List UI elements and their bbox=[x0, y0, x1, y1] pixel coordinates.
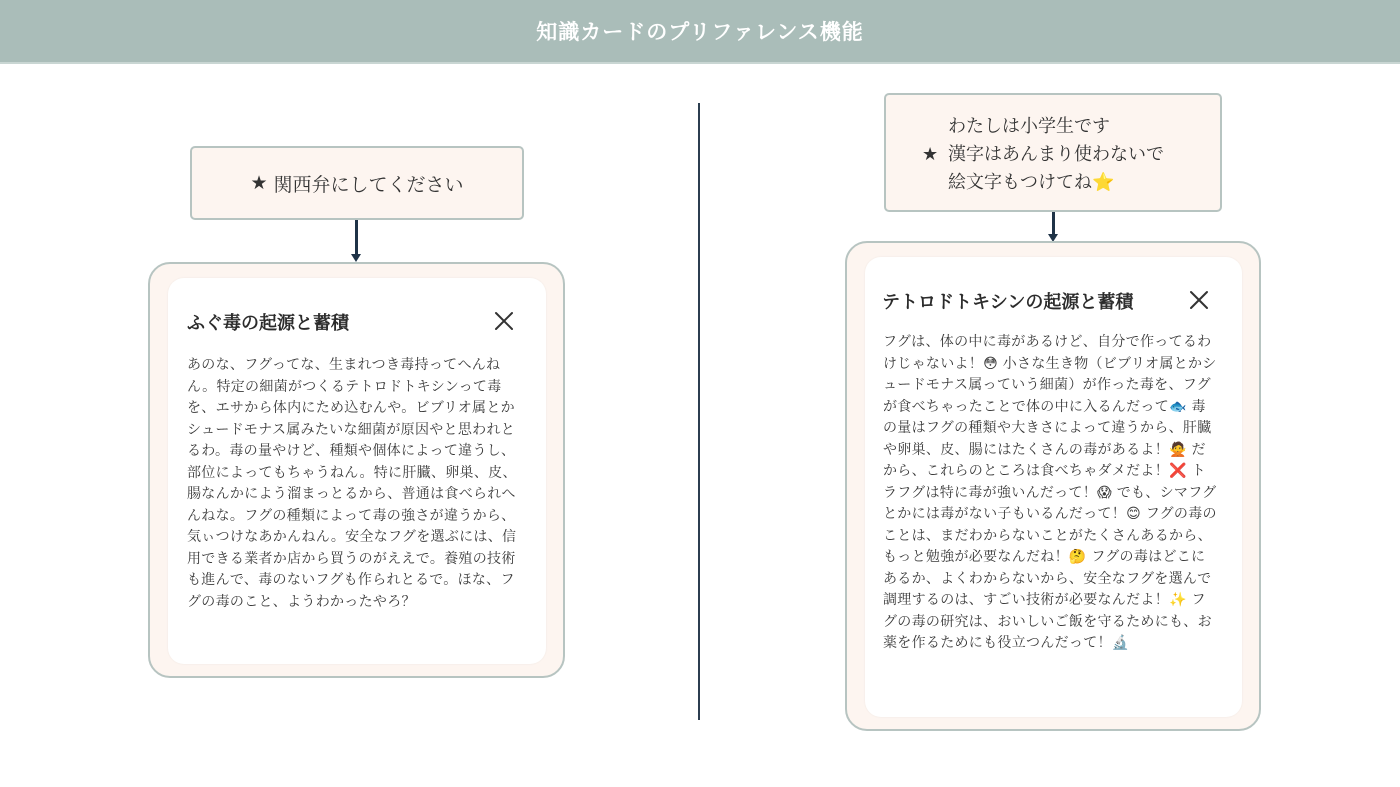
card-panel bbox=[168, 278, 546, 664]
preference-text: 関西弁にしてください bbox=[273, 173, 464, 196]
header-bar bbox=[0, 0, 1400, 64]
close-icon[interactable] bbox=[493, 310, 515, 332]
preference-line bbox=[886, 113, 1220, 141]
card-title: テトロドトキシンの起源と蓄積 bbox=[882, 292, 1134, 313]
knowledge-card-kansai bbox=[148, 262, 565, 678]
column-divider bbox=[698, 103, 700, 720]
arrow-down-icon bbox=[355, 220, 358, 256]
arrow-down-icon bbox=[1052, 212, 1055, 236]
close-icon[interactable] bbox=[1188, 289, 1210, 311]
card-panel bbox=[865, 257, 1242, 717]
preference-box-kansai bbox=[190, 146, 524, 220]
preference-text: 漢字はあんまり使わないで bbox=[948, 144, 1164, 165]
preference-line bbox=[886, 141, 1220, 169]
page-title: 知識カードのプリファレンス機能 bbox=[536, 20, 864, 44]
star-icon: ★ bbox=[922, 144, 939, 165]
preference-box-child bbox=[884, 93, 1222, 212]
card-body-text: フグは、体の中に毒があるけど、自分で作ってるわけじゃないよ！😳 小さな生き物（ビブリオ属とかシュードモナス属っていう細菌）が作った毒を、フグが食べちゃったことで体の中に入るんだって🐟 毒の量はフグの種類や大きさによって違うから、肝臓や卵巣、皮、腸にはたくさんの毒があるよ！🙅 だから、これらのところは食べちゃダメだよ！❌ トラフグは特に毒が強いんだって！😱 でも、シマフグとかには毒がない子もいるんだって！😊 フグの毒のことは、まだわからないことがたくさんあるから、もっと勉強が必要なんだね！🤔 フグの毒はどこにあるか、よくわからないから、安全なフグを選んで調理するのは、すごい技術が必要なんだよ！✨ フグの毒の研究は、おいしいご飯を守るためにも、お薬を作るためにも役立つんだって！🔬 bbox=[883, 334, 1217, 651]
preference-text: 絵文字もつけてね⭐ bbox=[948, 172, 1115, 193]
star-icon: ★ bbox=[250, 172, 268, 194]
preference-text: わたしは小学生です bbox=[948, 116, 1110, 137]
knowledge-card-child bbox=[845, 241, 1261, 731]
card-title: ふぐ毒の起源と蓄積 bbox=[187, 313, 349, 334]
card-body-text: あのな、フグってな、生まれつき毒持ってへんねん。特定の細菌がつくるテトロドトキシンって毒を、エサから体内にため込むんや。ビブリオ属とかシュードモナス属みたいな細菌が原因やと思われとるわ。毒の量やけど、種類や個体によって違うし、部位によってもちゃうねん。特に肝臓、卵巣、皮、腸なんかによう溜まっとるから、普通は食べられへんねな。フグの種類によって毒の強さが違うから、気ぃつけなあかんねん。安全なフグを選ぶには、信用できる業者か店から買うのがええで。養殖の技術も進んで、毒のないフグも作られとるで。ほな、フグの毒のこと、ようわかったやろ？ bbox=[187, 357, 517, 610]
preference-line bbox=[886, 169, 1220, 197]
